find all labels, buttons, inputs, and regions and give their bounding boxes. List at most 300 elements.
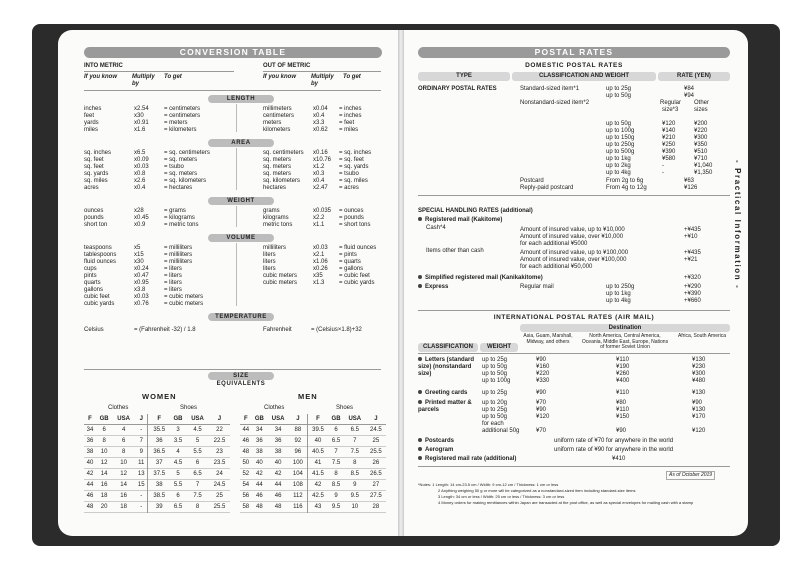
temp-into-formula: = (Fahrenheit -32) / 1.8	[134, 327, 196, 333]
size-cell: 34	[274, 427, 282, 433]
size-cell: 6.5	[173, 504, 183, 510]
size-cell: 3.5	[173, 438, 183, 444]
size-cell: 12	[100, 460, 108, 466]
size-row	[84, 480, 230, 491]
out-factor: x0.3	[313, 171, 325, 177]
size-cell: 92	[289, 436, 307, 447]
col-header-get-out: To get	[343, 74, 361, 80]
into-unit: cubic yards	[84, 301, 115, 307]
note-1: *Notes: 1 Length: 14 cm-23.5 cm / Width: 9 cm-12 cm / Thickness: 1 cm or less	[418, 482, 559, 487]
nonstd-other-rate: ¥510	[694, 149, 708, 155]
out-result: = quarts	[339, 259, 361, 265]
size-cell: 10	[100, 449, 108, 455]
size-cell: 18	[100, 493, 108, 499]
into-unit: quarts	[84, 280, 101, 286]
printed-asia-rate: ¥90	[536, 407, 547, 413]
size-cell: 36	[274, 438, 282, 444]
out-result: = fluid ounces	[339, 245, 377, 251]
printed-extra-africa-rate: ¥120	[692, 428, 706, 434]
reg-intl-rate: ¥410	[612, 456, 626, 462]
nonstd-item-label: Nonstandard-sized item*2	[520, 100, 590, 106]
out-factor: x10.76	[313, 157, 332, 163]
size-cell: 4.5	[193, 427, 202, 433]
printed-asia-rate: ¥70	[536, 400, 547, 406]
size-cell: 46	[86, 493, 94, 499]
into-factor: x30	[134, 259, 144, 265]
section-length-title: LENGTH	[208, 95, 274, 103]
express-rate: +¥290	[684, 284, 701, 290]
into-unit: gallons	[84, 287, 104, 293]
postcard-label: Postcard	[520, 178, 544, 184]
special-title: SPECIAL HANDLING RATES (additional)	[418, 208, 533, 214]
section-temperature-title: TEMPERATURE	[208, 313, 274, 321]
letters-africa-rate: ¥130	[692, 357, 706, 363]
into-result: = liters	[164, 280, 182, 286]
size-cell: 6.5	[331, 438, 341, 444]
letters-asia-rate: ¥160	[536, 364, 550, 370]
size-cell: 108	[289, 480, 307, 491]
size-cell: 23	[216, 449, 223, 455]
size-cell: 24.5	[370, 427, 382, 433]
out-unit: centimeters	[263, 113, 295, 119]
letters-africa-rate: ¥480	[692, 378, 706, 384]
size-cell: -	[135, 491, 148, 502]
size-cell: 10	[351, 504, 359, 510]
size-cell: 116	[289, 502, 307, 513]
size-cell: 40	[256, 460, 263, 466]
into-factor: x6.5	[134, 150, 146, 156]
section-volume-title: VOLUME	[208, 234, 274, 242]
cash-label: Cash*4	[426, 225, 446, 231]
into-unit: teaspoons	[84, 245, 112, 251]
into-result: = cubic meters	[164, 301, 204, 307]
size-col-header: GB	[331, 416, 341, 422]
women-shoes-label: Shoes	[180, 405, 198, 411]
express-weight: up to 4kg	[606, 298, 631, 304]
size-row	[240, 502, 386, 513]
nonstd-regular-rate: ¥390	[662, 149, 676, 155]
section-divider	[236, 148, 237, 190]
nonstd-other-rate: ¥1,350	[694, 170, 713, 176]
into-result: = sq. kilometers	[164, 178, 207, 184]
nonstd-regular-rate: -	[662, 170, 664, 176]
out-unit: cubic meters	[263, 280, 298, 286]
col-header-multiply-out: Multiply by	[311, 74, 334, 87]
into-factor: x3.8	[134, 287, 146, 293]
out-result: = cubic feet	[339, 273, 370, 279]
men-shoes-label: Shoes	[336, 405, 354, 411]
section-weight-title: WEIGHT	[208, 197, 274, 205]
size-col-header: J	[217, 416, 222, 422]
printed-africa-rate: ¥90	[692, 400, 703, 406]
into-unit: sq. inches	[84, 150, 112, 156]
domestic-title: DOMESTIC POSTAL RATES	[525, 62, 623, 69]
size-cell: 9	[135, 447, 148, 458]
size-cell: 42	[274, 471, 282, 477]
nonstd-weight: up to 250g	[606, 142, 635, 148]
express-weight: up to 1kg	[606, 291, 631, 297]
size-cell: 38.5	[153, 493, 166, 499]
into-factor: x0.91	[134, 120, 149, 126]
other-insured-rate: +¥435	[684, 250, 701, 256]
out-factor: x3.3	[313, 120, 325, 126]
out-factor: x0.26	[313, 266, 328, 272]
men-clothes-label: Clothes	[264, 405, 285, 411]
reg-intl-label: Registered mail rate (additional)	[425, 456, 517, 462]
into-factor: x15	[134, 252, 144, 258]
size-row	[84, 469, 230, 480]
nonstd-weight: up to 50g	[606, 121, 632, 127]
size-cell: 5	[195, 438, 200, 444]
size-cell: 36	[256, 438, 263, 444]
size-row	[84, 436, 230, 447]
nonstd-other-rate: ¥1,040	[694, 163, 713, 169]
into-result: = meters	[164, 120, 188, 126]
size-cell: 9	[334, 493, 338, 499]
intl-title: INTERNATIONAL POSTAL RATES (AIR MAIL)	[493, 314, 655, 321]
out-of-metric-label: OUT OF METRIC	[263, 63, 311, 69]
printed-na-rate: ¥150	[616, 414, 630, 420]
size-cell: 6	[176, 493, 180, 499]
into-result: = liters	[164, 266, 182, 272]
into-factor: x0.03	[134, 294, 149, 300]
letters-na-rate: ¥400	[616, 378, 630, 384]
express-rate: +¥390	[684, 291, 701, 297]
reply-postcard-weight: From 4g to 12g	[606, 185, 647, 191]
into-result: = cubic meters	[164, 294, 204, 300]
out-factor: x0.62	[313, 127, 328, 133]
nonstd-regular-rate: ¥580	[662, 156, 676, 162]
size-cell: 39.5	[312, 427, 324, 433]
into-result: = sq. centimeters	[164, 150, 210, 156]
out-factor: x1.1	[313, 222, 325, 228]
size-cell: 3	[176, 427, 180, 433]
into-unit: feet	[84, 113, 95, 119]
nonstd-other-rate: ¥350	[694, 142, 708, 148]
size-cell: 50	[242, 460, 250, 466]
out-result: = pints	[339, 252, 357, 258]
size-row	[240, 447, 386, 458]
out-result: = short tons	[339, 222, 371, 228]
size-cell: 46	[256, 493, 263, 499]
size-cell: 7	[353, 438, 357, 444]
intl-header-class: CLASSIFICATION	[418, 343, 478, 352]
size-cell: 40	[314, 438, 322, 444]
into-unit: acres	[84, 185, 99, 191]
letters-weight: up to 50g	[482, 371, 508, 377]
into-unit: inches	[84, 106, 102, 112]
regular-mail-label: Regular mail	[520, 284, 554, 290]
into-factor: x0.24	[134, 266, 149, 272]
nonstd-regular-rate: ¥140	[662, 128, 676, 134]
size-col-header: USA	[117, 416, 130, 422]
reply-postcard-label: Reply-paid postcard	[520, 185, 574, 191]
into-result: = liters	[164, 287, 182, 293]
nonstd-other-rate: ¥220	[694, 128, 708, 134]
size-cell: 25	[372, 438, 380, 444]
letters-weight: up to 100g	[482, 378, 511, 384]
size-cell: 37.5	[153, 471, 166, 477]
size-cell: 22	[216, 427, 223, 433]
size-row	[84, 491, 230, 502]
size-cell: 44	[274, 482, 282, 488]
out-result: = miles	[339, 127, 359, 133]
size-cell: 38	[274, 449, 282, 455]
size-cell: 14	[100, 471, 108, 477]
into-result: = sq. meters	[164, 171, 198, 177]
size-row	[240, 491, 386, 502]
out-unit: milliliters	[263, 245, 286, 251]
size-cell: 46	[242, 438, 250, 444]
size-cell: 56	[242, 493, 250, 499]
women-clothes-label: Clothes	[108, 405, 129, 411]
into-factor: x2.6	[134, 178, 146, 184]
size-cell: 5	[176, 471, 180, 477]
into-factor: x0.03	[134, 164, 149, 170]
out-result: = inches	[339, 106, 362, 112]
out-factor: x2.2	[313, 215, 325, 221]
size-cell: 14	[120, 482, 127, 488]
right-page	[404, 30, 748, 536]
size-cell: 6.5	[193, 471, 202, 477]
into-factor: x5	[134, 245, 141, 251]
out-result: = acres	[339, 185, 359, 191]
into-metric-label: INTO METRIC	[84, 63, 123, 69]
into-result: = liters	[164, 273, 182, 279]
out-result: = feet	[339, 120, 355, 126]
out-unit: sq. centimeters	[263, 150, 304, 156]
printed-label: Printed matter & parcels	[418, 400, 472, 413]
into-result: = centimeters	[164, 113, 201, 119]
section-divider	[236, 104, 237, 132]
size-cell: 41.5	[312, 471, 324, 477]
cash-insured-rate: +¥435	[684, 227, 701, 233]
into-unit: sq. feet	[84, 157, 104, 163]
size-cell: 5.5	[193, 449, 202, 455]
practical-info-label: - Practical Information -	[733, 160, 742, 290]
size-cell: 39	[155, 504, 163, 510]
size-row	[240, 425, 386, 436]
nonstd-weight: up to 100g	[606, 128, 635, 134]
size-row	[240, 458, 386, 469]
size-row	[240, 480, 386, 491]
out-factor: x1.3	[313, 280, 325, 286]
size-cell: 7	[334, 449, 338, 455]
dom-header-rate: RATE (YEN)	[658, 72, 730, 81]
out-result: = gallons	[339, 266, 364, 272]
express-weight: up to 250g	[606, 284, 635, 290]
size-cell: 6	[102, 427, 106, 433]
size-cell: 4.5	[173, 460, 183, 466]
temp-into-unit: Celsius	[84, 327, 104, 333]
out-unit: sq. meters	[263, 171, 292, 177]
size-cell: 7.5	[193, 493, 202, 499]
postcard-weight: From 2g to 6g	[606, 178, 644, 184]
cash-insured-text: Amount of insured value, over ¥10,000	[520, 234, 624, 240]
left-page	[58, 30, 398, 536]
nonstd-other-rate: ¥710	[694, 156, 708, 162]
greeting-text: Greeting cards	[425, 390, 468, 396]
size-cell: 40	[274, 460, 282, 466]
out-unit: kilometers	[263, 127, 291, 133]
size-cell: 36	[155, 438, 163, 444]
cash-insured-rate: +¥10	[684, 234, 698, 240]
size-cell: 20	[100, 504, 108, 510]
into-factor: x0.4	[134, 185, 146, 191]
size-cell: 42	[86, 471, 94, 477]
size-cell: 36.5	[153, 449, 166, 455]
size-col-header: GB	[173, 416, 183, 422]
printed-weight: up to 20g	[482, 400, 508, 406]
size-cell: 25.5	[370, 449, 382, 455]
size-col-header: GB	[99, 416, 109, 422]
out-unit: metric tons	[263, 222, 293, 228]
size-col-header: USA	[271, 416, 285, 422]
into-result: = milliliters	[164, 245, 193, 251]
simplified-rate: +¥320	[684, 275, 701, 281]
col-header-know-out: If you know	[263, 74, 296, 80]
size-cell: 5.5	[173, 482, 183, 488]
into-unit: yards	[84, 120, 99, 126]
women-size-table	[84, 414, 232, 513]
size-cell: 48	[86, 504, 94, 510]
size-cell: 42.5	[312, 493, 324, 499]
into-result: = tsubo	[164, 164, 184, 170]
size-col-header: F	[88, 416, 92, 422]
letters-weight: up to 50g	[482, 364, 508, 370]
col-header-get: To get	[164, 74, 182, 80]
out-factor: x2.1	[313, 252, 325, 258]
registered-label: Registered mail (Kakitome)	[425, 217, 503, 223]
size-cell: 112	[289, 491, 307, 502]
into-unit: cups	[84, 266, 97, 272]
size-cell: 44	[256, 482, 263, 488]
into-factor: x0.76	[134, 301, 149, 307]
out-factor: x0.4	[313, 113, 325, 119]
practical-info-tab	[730, 160, 744, 370]
size-col-header: F	[316, 416, 320, 422]
std-weight: up to 25g	[606, 86, 632, 92]
size-cell: 100	[289, 458, 307, 469]
size-cell: 10	[120, 460, 127, 466]
into-unit: sq. feet	[84, 164, 104, 170]
destination-header: Destination	[520, 324, 730, 332]
letters-africa-rate: ¥230	[692, 364, 706, 370]
letters-asia-rate: ¥330	[536, 378, 550, 384]
note-2: 2 Anything weighing 50 g or more will be categorized as a nonstandard-sized item including standard-size items	[438, 488, 636, 493]
into-result: = sq. meters	[164, 157, 198, 163]
out-result: = sq. yards	[339, 164, 369, 170]
size-cell: 8	[353, 460, 357, 466]
into-factor: x28	[134, 208, 144, 214]
size-cell: 34	[256, 427, 263, 433]
size-cell: 42	[314, 482, 322, 488]
size-cell: 26	[372, 460, 380, 466]
out-factor: x0.04	[313, 106, 328, 112]
as-of-label: As of October 2019	[666, 471, 715, 480]
out-result: = sq. feet	[339, 157, 364, 163]
letters-asia-rate: ¥90	[536, 357, 547, 363]
greeting-weight: up to 25g	[482, 390, 508, 396]
nonstd-weight: up to 1kg	[606, 156, 631, 162]
printed-africa-rate: ¥170	[692, 414, 706, 420]
express-label: Express	[425, 284, 449, 290]
note-3: 3 Length: 34 cm or less / Width: 25 cm or less / Thickness: 3 cm or less	[438, 494, 565, 499]
out-unit: grams	[263, 208, 280, 214]
size-cell: 104	[289, 469, 307, 480]
into-result: = metric tons	[164, 222, 199, 228]
note-4: 4 Money orders for making remittances within Japan are transacted at the post office, as well as special envelopes for mailing cash with a stamp	[438, 500, 694, 505]
size-col-header: J	[289, 414, 307, 425]
size-cell: 96	[289, 447, 307, 458]
size-cell: 43	[314, 504, 322, 510]
size-cell: 15	[135, 480, 148, 491]
size-cell: 23.5	[213, 460, 226, 466]
size-col-header: F	[243, 416, 248, 422]
greeting-asia-rate: ¥90	[536, 390, 547, 396]
section-divider	[236, 243, 237, 306]
out-result: = inches	[339, 113, 362, 119]
out-factor: x2.47	[313, 185, 328, 191]
size-cell: 25.5	[213, 504, 226, 510]
postal-rates-title: POSTAL RATES	[418, 47, 730, 58]
size-cell: 46	[274, 493, 282, 499]
out-factor: x0.4	[313, 178, 325, 184]
size-cell: 4	[121, 427, 126, 433]
out-factor: x0.03	[313, 245, 328, 251]
size-cell: 40	[86, 460, 94, 466]
ordinary-label: ORDINARY POSTAL RATES	[418, 86, 497, 92]
regular-label: Regular	[660, 100, 682, 106]
temp-out-formula: = (Celsius×1.8)+32	[311, 327, 362, 333]
out-unit: kilograms	[263, 215, 289, 221]
into-unit: pints	[84, 273, 97, 279]
std-item-label: Standard-sized item*1	[520, 86, 580, 92]
nonstd-other-rate: ¥300	[694, 135, 708, 141]
conversion-table-title: CONVERSION TABLE	[84, 47, 382, 58]
into-result: = milliliters	[164, 252, 193, 258]
out-factor: x0.16	[313, 150, 328, 156]
into-factor: x0.9	[134, 222, 146, 228]
printed-na-rate: ¥80	[616, 400, 627, 406]
size-cell: 54	[242, 482, 250, 488]
out-factor: x35	[313, 273, 323, 279]
size-cell: 38	[155, 482, 163, 488]
into-factor: x1.6	[134, 127, 146, 133]
into-factor: x0.47	[134, 273, 149, 279]
into-unit: fluid ounces	[84, 259, 117, 265]
other-insured-rate: +¥21	[684, 257, 698, 263]
size-cell: 13	[135, 469, 148, 480]
into-unit: sq. yards	[84, 171, 109, 177]
into-result: = kilograms	[164, 215, 195, 221]
nonstd-regular-rate: ¥210	[662, 135, 676, 141]
nonstd-other-rate: ¥200	[694, 121, 708, 127]
greeting-label	[418, 390, 467, 397]
out-unit: liters	[263, 266, 276, 272]
size-cell: 18	[120, 504, 127, 510]
out-unit: sq. meters	[263, 157, 292, 163]
size-row	[84, 425, 230, 436]
printed-extra-na-rate: ¥90	[616, 428, 627, 434]
into-result: = kilometers	[164, 127, 197, 133]
into-factor: x0.09	[134, 157, 149, 163]
printed-africa-rate: ¥130	[692, 407, 706, 413]
out-factor: x1.06	[313, 259, 328, 265]
reply-postcard-rate: ¥126	[684, 185, 698, 191]
size-col-header: USA	[191, 416, 204, 422]
nonstd-weight: up to 500g	[606, 149, 635, 155]
